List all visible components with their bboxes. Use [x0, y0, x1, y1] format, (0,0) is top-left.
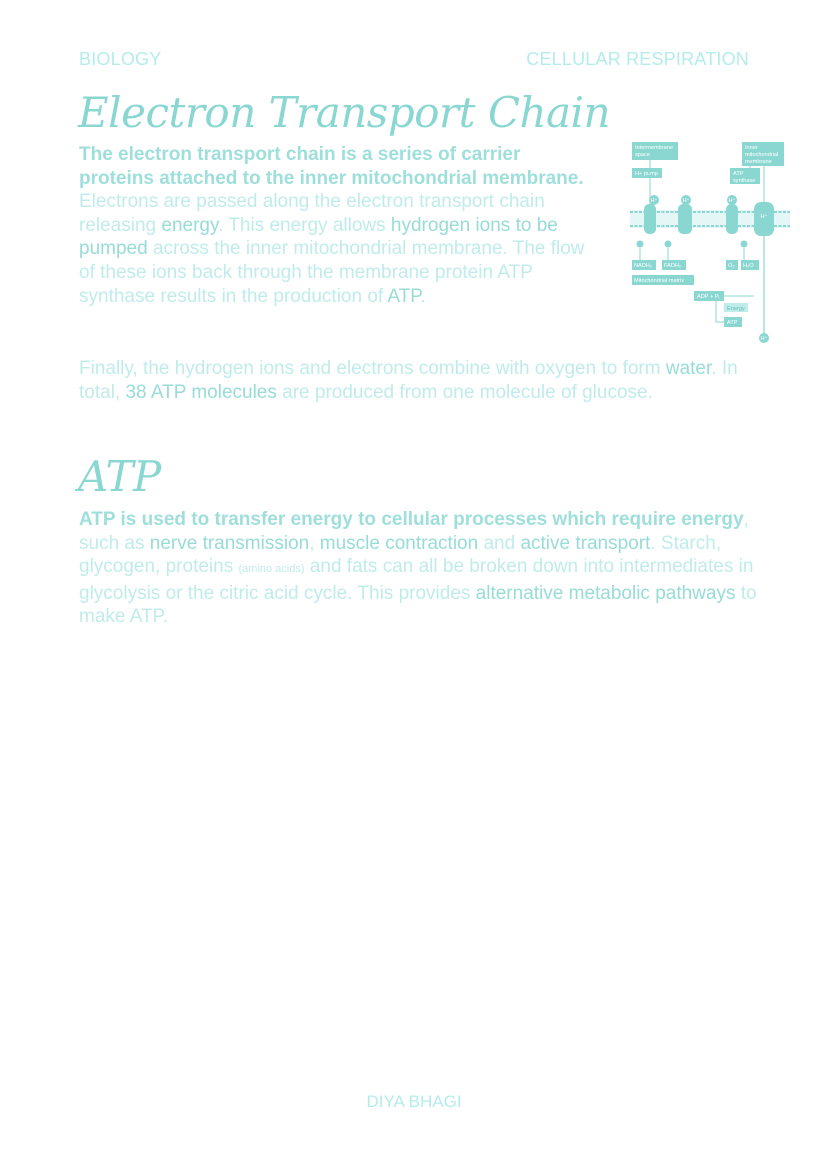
keyword-span: nerve transmission: [149, 532, 310, 554]
keyword-span: muscle contraction: [319, 532, 479, 554]
label-intermembrane-2: space: [635, 152, 650, 158]
electron-dot: [665, 241, 672, 248]
label-energy: Energy: [727, 306, 745, 312]
label-nadh: NADH₂: [634, 263, 653, 269]
h-ion-label: H⁺: [650, 198, 658, 204]
carrier-protein: [726, 204, 738, 234]
text-span: , such as: [79, 509, 749, 554]
atp-paragraph: [79, 508, 759, 629]
label-inner-1: Inner: [745, 145, 758, 151]
text-span: which require energy: [547, 509, 744, 530]
text-span: ATP is used to transfer energy to: [79, 509, 382, 530]
text-span: . In total,: [79, 358, 738, 403]
annotation-span: (amino acids): [238, 563, 305, 576]
label-atp: ATP: [727, 320, 738, 326]
text-span: attached to the inner mitochondrial membrane.: [153, 167, 584, 189]
keyword-span: hydrogen ions to be pumped: [79, 214, 558, 260]
text-span: are produced from one molecule of glucose.: [276, 381, 653, 403]
text-span: Finally, the hydrogen ions and electrons combine with oxygen to form: [79, 358, 666, 379]
label-atp-synthase-2: synthase: [733, 178, 756, 184]
label-fadh: FADH₂: [664, 263, 682, 269]
h-ion-label: H⁺: [728, 198, 736, 204]
text-span: and: [478, 532, 521, 554]
carrier-protein: [644, 204, 656, 234]
label-o2: O₂: [728, 263, 735, 269]
section-title-etc: Electron Transport Chain: [78, 88, 611, 137]
label-atp-synthase-1: ATP: [733, 171, 744, 177]
keyword-span: active transport: [520, 532, 651, 554]
text-span: . Starch, glycogen, proteins: [79, 532, 722, 578]
keyword-span: 38 ATP molecules: [125, 381, 277, 403]
carrier-protein: [678, 204, 692, 234]
electron-dot: [741, 241, 748, 248]
keyword-span: water: [665, 358, 712, 379]
label-h2o: H₂O: [743, 263, 754, 269]
text-span: . This energy allows: [218, 214, 391, 236]
electron-dot: [637, 241, 644, 248]
text-span: ,: [309, 532, 320, 554]
etc-diagram: [630, 140, 790, 348]
etc-paragraph-2: [79, 357, 759, 404]
etc-diagram-svg: [630, 140, 790, 348]
section-title-atp: ATP: [78, 452, 161, 501]
label-matrix: Mitochondrial matrix: [634, 278, 685, 284]
text-span: and fats can all be broken down into intermediates in glycolysis or the citric acid cycle. This provides: [79, 556, 754, 604]
label-inner-2: mitochondrial: [745, 152, 779, 158]
h-ion-label: H⁺: [760, 214, 768, 220]
flow-line: [716, 301, 724, 322]
h-ion-label: H⁺: [760, 336, 768, 342]
h-ion-label: H⁺: [682, 198, 690, 204]
text-span: .: [420, 285, 426, 307]
text-span: The electron transport chain is a: [79, 144, 378, 165]
label-pump: H+ pump: [635, 171, 658, 177]
topic-label: CELLULAR RESPIRATION: [526, 49, 749, 69]
text-span: across the inner mitochondrial membrane. The flow of these ions back through the membrane protein ATP synthase results in the production of: [79, 238, 585, 307]
keyword-span: energy: [161, 214, 219, 236]
label-adp: ADP + Pᵢ: [697, 294, 720, 300]
subject-label: BIOLOGY: [79, 49, 162, 69]
keyword-span: cellular processes: [381, 509, 548, 530]
etc-paragraph-1: [79, 143, 594, 308]
keyword-span: ATP: [387, 285, 421, 307]
keyword-span: series of carrier proteins: [79, 144, 521, 189]
label-intermembrane-1: Intermembrane: [635, 145, 673, 151]
keyword-span: alternative metabolic pathways: [475, 582, 736, 604]
label-inner-3: membrane: [745, 159, 772, 165]
text-span: Electrons are passed along the electron transport chain releasing: [79, 191, 545, 236]
text-span: to make ATP.: [79, 582, 757, 628]
author-footer: DIYA BHAGI: [366, 1092, 462, 1111]
